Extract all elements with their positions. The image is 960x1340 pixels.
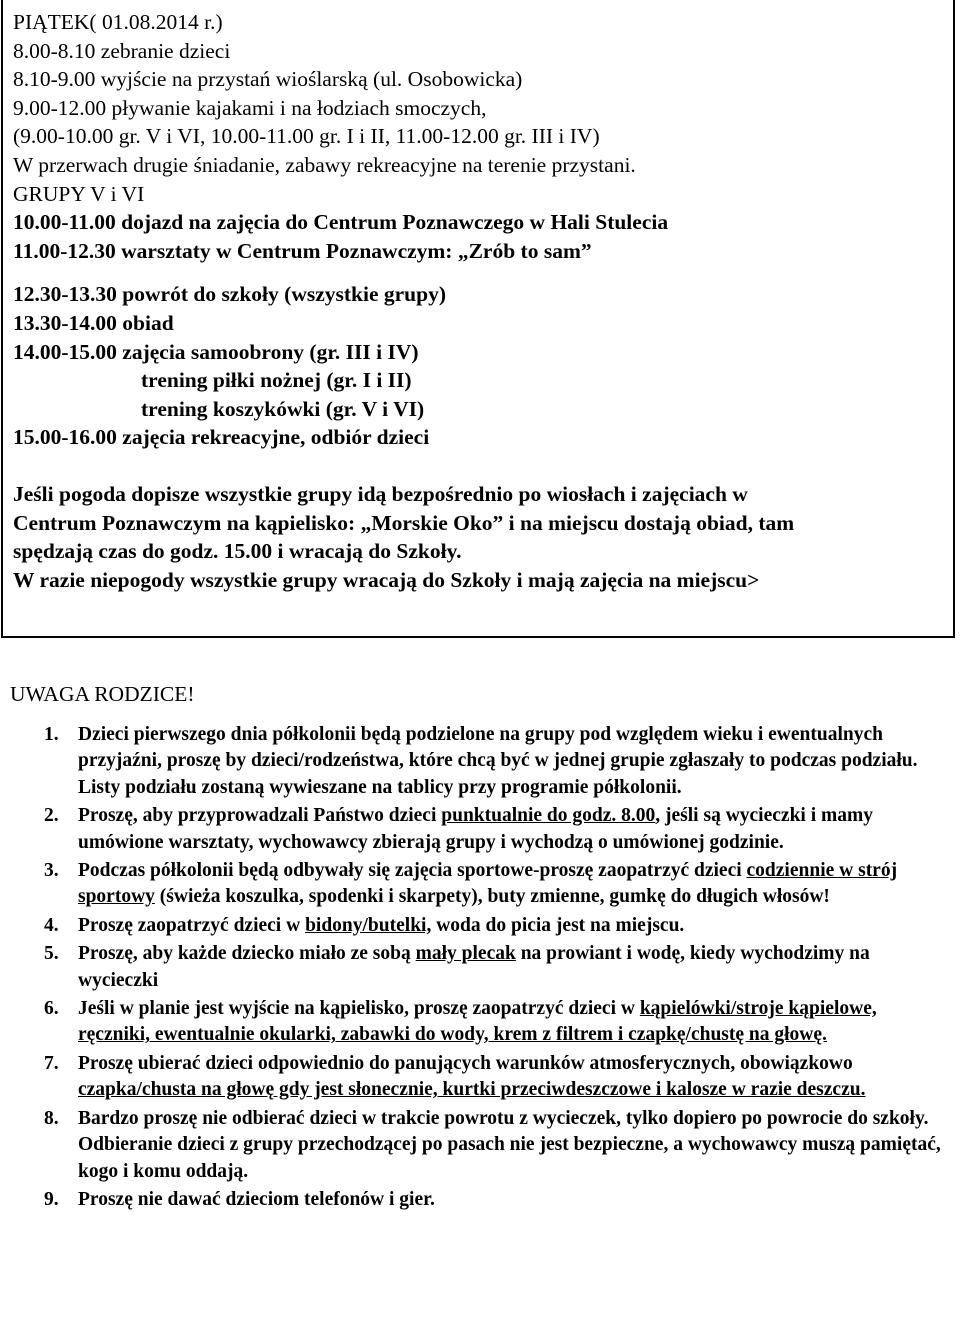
schedule-line: W przerwach drugie śniadanie, zabawy rekreacyjne na terenie przystani. [13,152,636,177]
note-number: 9. [44,1188,59,1210]
schedule-line: 9.00-12.00 pływanie kajakami i na łodziach smoczych, [13,95,487,120]
activity: obiad [116,310,174,335]
note-item [10,803,950,856]
parent-notes-list [10,722,950,1215]
activity: zajęcia samoobrony (gr. III i IV) [116,339,419,364]
note-number: 7. [44,1052,59,1074]
note-number: 3. [44,860,59,882]
weather-paragraph-line: spędzają czas do godz. 15.00 i wracają do Szkoły. [13,539,462,564]
note-text: Proszę zaopatrzyć dzieci w [78,914,306,936]
note-item [10,722,950,801]
time-range: 10.00-11.00 [13,210,116,235]
schedule-line: (9.00-10.00 gr. V i VI, 10.00-11.00 gr. I i II, 11.00-12.00 gr. III i IV) [13,124,600,149]
bad-weather-line: W razie niepogody wszystkie grupy wracają do Szkoły i mają zajęcia na miejscu> [13,567,760,592]
note-item [10,913,950,939]
note-number: 4. [44,914,59,936]
note-number: 2. [44,805,59,827]
note-text: Jeśli w planie jest wyjście na kąpielisko, proszę zaopatrzyć dzieci w [78,998,640,1020]
note-text-underlined: czapka/chusta na głowę gdy jest słonecznie, kurtki przeciwdeszczowe i kalosze w razie deszczu. [78,1079,866,1101]
group-heading: GRUPY V i VI [13,181,145,206]
note-text: Proszę, aby każde dziecko miało ze sobą [78,943,416,965]
note-text: Bardzo proszę nie odbierać dzieci w trakcie powrotu z wycieczek, tylko dopiero po powrocie do szkoły. Odbieranie dzieci z grupy przechodzącej po pasach nie jest bezpieczne, a wychowawcy muszą pamiętać, kogo i komu oddają. [78,1107,941,1182]
note-number: 8. [44,1107,59,1129]
note-text: Proszę ubierać dzieci odpowiednio do panujących warunków atmosferycznych, obowiązkowo [78,1052,853,1074]
weather-paragraph-line: Jeśli pogoda dopisze wszystkie grupy idą bezpośrednio po wiosłach i zajęciach w [13,481,748,506]
note-number: 1. [44,724,59,745]
note-text-underlined: codziennie w strój sportowy [78,860,898,908]
schedule-content [13,8,947,594]
note-item [10,941,950,994]
note-item [10,996,950,1049]
notice-title: UWAGA RODZICE! [10,682,195,706]
note-item [10,1106,950,1185]
note-text-underlined: bidony/butelki, [305,914,432,936]
activity: warsztaty w Centrum Poznawczym: „Zrób to sam” [115,238,592,263]
time-range: 15.00-16.00 [13,425,117,450]
schedule-line [13,338,947,367]
note-item [10,1051,950,1104]
note-text: woda do picia jest na miejscu. [431,914,685,936]
schedule-line [13,309,947,338]
activity: dojazd na zajęcia do Centrum Poznawczego w Hali Stulecia [115,210,669,235]
schedule-line: 8.10-9.00 wyjście na przystań wioślarską (ul. Osobowicka) [13,67,523,92]
schedule-line [13,208,947,237]
schedule-line [13,237,947,266]
note-number: 5. [44,943,59,965]
schedule-line [13,423,947,452]
activity: zajęcia rekreacyjne, odbiór dzieci [116,425,430,450]
time-range: 13.30-14.00 [13,310,117,335]
note-text: Proszę nie dawać dzieciom telefonów i gier. [78,1188,435,1210]
note-text: (świeża koszulka, spodenki i skarpety), buty zmienne, gumkę do długich włosów! [154,886,830,908]
schedule-line: trening piłki nożnej (gr. I i II) [141,368,412,393]
schedule-line [13,280,947,309]
note-item [10,1187,950,1213]
note-text-underlined: kąpielówki/stroje kąpielowe, ręczniki, ewentualnie okularki, zabawki do wody, krem z filtrem i czapkę/chustę na głowę. [78,998,877,1046]
note-text: Dzieci pierwszego dnia półkolonii będą podzielone na grupy pod względem wieku i ewentualnych przyjaźni, proszę by dzieci/rodzeństwa, które chcą być w jednej grupie zgłaszały to podczas podziału. Listy podziału zostaną wywieszane na tablicy przy programie półkolonii. [78,724,918,798]
day-heading: PIĄTEK( 01.08.2014 r.) [13,10,223,34]
schedule-line: trening koszykówki (gr. V i VI) [141,396,425,421]
time-range: 11.00-12.30 [13,238,116,263]
note-text-underlined: mały plecak [415,943,516,965]
note-item [10,858,950,911]
note-text-underlined: punktualnie do godz. 8.00 [441,805,656,827]
time-range: 14.00-15.00 [13,339,117,364]
schedule-line: 8.00-8.10 zebranie dzieci [13,38,231,63]
note-text: Podczas półkolonii będą odbywały się zajęcia sportowe-proszę zaopatrzyć dzieci [78,860,747,882]
note-text: , jeśli są wycieczki i mamy umówione warsztaty, wychowawcy zbierają grupy i wychodzą o umówionej godzinie. [78,805,873,853]
time-range: 12.30-13.30 [13,282,117,307]
schedule-box [1,0,955,638]
activity: powrót do szkoły (wszystkie grupy) [116,282,446,307]
weather-paragraph-line: Centrum Poznawczym na kąpielisko: „Morskie Oko” i na miejscu dostają obiad, tam [13,510,795,535]
note-number: 6. [44,998,59,1020]
note-text: na prowiant i wodę, kiedy wychodzimy na wycieczki [78,943,870,991]
note-text: Proszę, aby przyprowadzali Państwo dzieci [78,805,442,827]
